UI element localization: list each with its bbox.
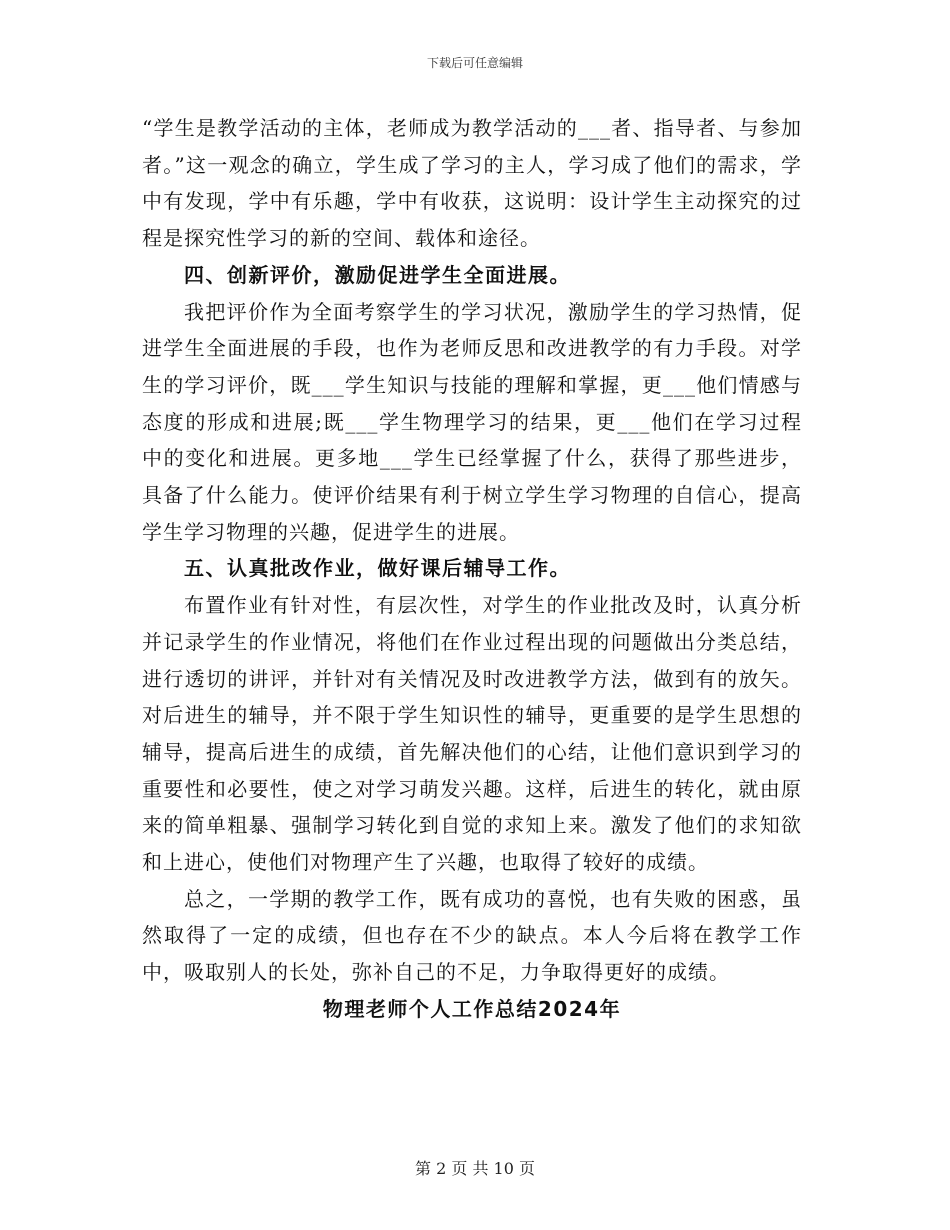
section-heading-4: 四、创新评价，激励促进学生全面进展。 <box>184 262 571 287</box>
paragraph-conclusion: 总之，一学期的教学工作，既有成功的喜悦，也有失败的困惑，虽然取得了一定的成绩，但也存在不少的缺点。本人今后将在教学工作中，吸取别人的长处，弥补自己的不足，力争取得更好的成绩。 <box>142 886 802 985</box>
paragraph-student-subject: “学生是教学活动的主体，老师成为教学活动的___者、指导者、与参加者。”这一观念的确立，学生成了学习的主人，学习成了他们的需求，学中有发现，学中有乐趣，学中有收获，这说明：设计学生主动探究的过程是探究性学习的新的空间、载体和途径。 <box>142 116 802 251</box>
section-heading-5: 五、认真批改作业，做好课后辅导工作。 <box>184 556 571 581</box>
paragraph-homework: 布置作业有针对性，有层次性，对学生的作业批改及时，认真分析并记录学生的作业情况，将他们在作业过程出现的问题做出分类总结，进行透切的讲评，并针对有关情况及时改进教学方法，做到有的放矢。对后进生的辅导，并不限于学生知识性的辅导，更重要的是学生思想的辅导，提高后进生的成绩，首先解决他们的心结，让他们意识到学习的重要性和必要性，使之对学习萌发兴趣。这样，后进生的转化，就由原来的简单粗暴、强制学习转化到自觉的求知上来。激发了他们的求知欲和上进心，使他们对物理产生了兴趣，也取得了较好的成绩。 <box>142 593 802 875</box>
page-number: 第 2 页 共 10 页 <box>415 1159 535 1178</box>
page-header: 下载后可任意编辑 <box>426 56 523 70</box>
document-body <box>142 110 802 1028</box>
next-document-title: 物理老师个人工作总结2024年 <box>322 996 622 1021</box>
paragraph-evaluation: 我把评价作为全面考察学生的学习状况，激励学生的学习热情，促进学生全面进展的手段，也作为老师反思和改进教学的有力手段。对学生的学习评价，既___学生知识与技能的理解和掌握，更___他们情感与态度的形成和进展;既___学生物理学习的结果，更___他们在学习过程中的变化和进展。更多地___学生已经掌握了什么，获得了那些进步，具备了什么能力。使评价结果有利于树立学生学习物理的自信心，提高学生学习物理的兴趣，促进学生的进展。 <box>142 299 802 544</box>
